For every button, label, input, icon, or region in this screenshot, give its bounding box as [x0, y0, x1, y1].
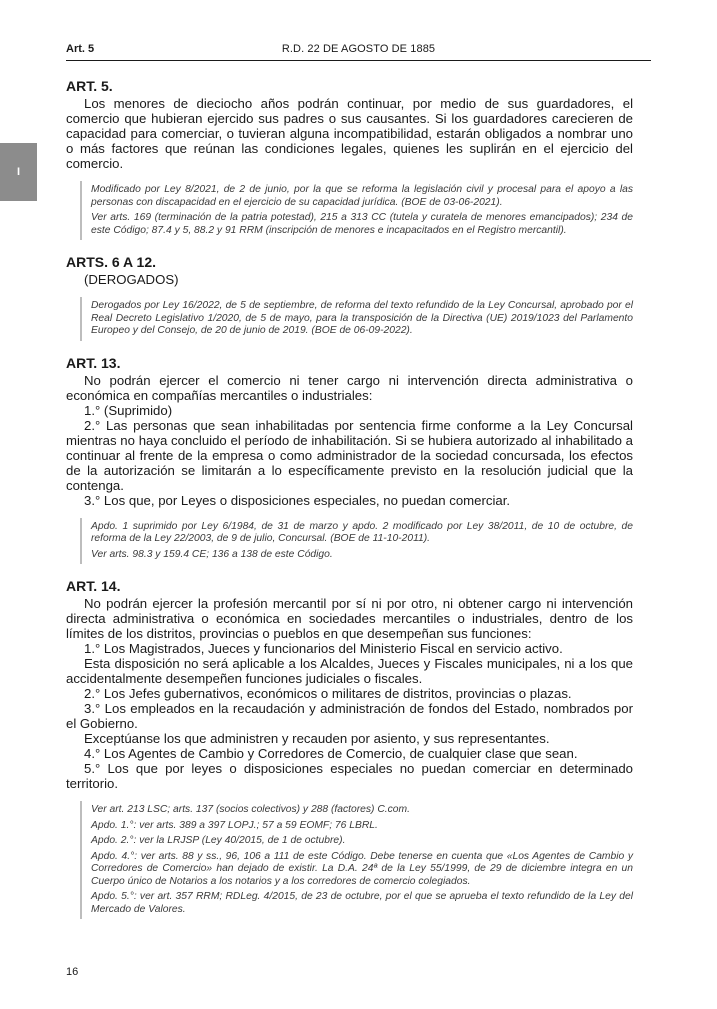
article-14-item-2: 2.° Los Jefes gubernativos, económicos o militares de distritos, provincias o plazas.	[84, 686, 572, 701]
article-13-item-3: 3.° Los que, por Leyes o disposiciones especiales, no puedan comerciar.	[84, 492, 511, 508]
articles-6-12-title: ARTS. 6 A 12.	[66, 254, 156, 270]
note: Apdo. 1 suprimido por Ley 6/1984, de 31 de marzo y apdo. 2 modificado por Ley 38/2011, de 10 de octubre, de reforma de la Ley 22/2003, de 9 de julio, Concursal. (BOE de 11-10-2011).	[91, 520, 633, 544]
note: Ver arts. 169 (terminación de la patria potestad), 215 a 313 CC (tutela y curatela de menores emancipados); 234 de este Código; 87.4 y 5, 88.2 y 91 RRM (inscripción de menores e incapacitados en el Registro mercantil).	[91, 212, 633, 236]
article-13-item-2: 2.° Las personas que sean inhabilitadas por sentencia firme conforme a la Ley Concursal mientras no haya concluido el período de inhabilitación. Si se hubiera autorizado al inhabilitado a continuar al frente de la empresa o como administrador de la sociedad concursada, los efectos de la autorización se limitarán a lo específicamente previsto en la resolución judicial que la contenga.	[66, 417, 633, 493]
article-13-item-1: 1.° (Suprimido)	[84, 402, 173, 418]
article-13-notes	[80, 518, 633, 565]
articles-6-12-text: (DEROGADOS)	[84, 272, 179, 287]
article-14-item-5: 5.° Los que por leyes o disposiciones especiales no puedan comerciar en determinado territorio.	[66, 761, 633, 791]
articles-6-12-notes	[80, 297, 633, 341]
note: Derogados por Ley 16/2022, de 5 de septiembre, de reforma del texto refundido de la Ley Concursal, aprobado por el Real Decreto Legislativo 1/2020, de 5 de mayo, para la transposición de la Directiva (UE) 2019/1023 del Parlamento Europeo y del Consejo, de 20 de junio de 2019. (BOE de 06-09-2022).	[91, 300, 633, 336]
note: Apdo. 4.°: ver arts. 88 y ss., 96, 106 a 111 de este Código. Debe tenerse en cuenta que «Los Agentes de Cambio y Corredores de Comercio» han dejado de existir. La D.A. 24ª de la Ley 55/1999, de 29 de diciembre integra en un Cuerpo único de Notarios a los notarios y a los corredores de comercio colegiados.	[91, 850, 633, 887]
articles-6-12	[66, 254, 633, 341]
header-article-ref: Art. 5	[66, 43, 95, 55]
article-14-item-1: 1.° Los Magistrados, Jueces y funcionarios del Ministerio Fiscal en servicio activo.	[84, 641, 563, 656]
section-tab	[0, 143, 37, 201]
note: Modificado por Ley 8/2021, de 2 de junio, por la que se reforma la legislación civil y procesal para el apoyo a las personas con discapacidad en el ejercicio de su capacidad jurídica. (BOE de 03-06-2021).	[91, 184, 633, 208]
header-rule	[66, 60, 651, 61]
article-14-notes	[80, 801, 633, 919]
article-14-item-4: 4.° Los Agentes de Cambio y Corredores de Comercio, de cualquier clase que sean.	[84, 746, 578, 761]
article-5-text: Los menores de dieciocho años podrán continuar, por medio de sus guardadores, el comercio que hubieran ejercido sus padres o sus causantes. Si los guardadores carecieren de capacidad para comerciar, o tuvieran alguna incompatibilidad, estarán obligados a nombrar uno o más factores que reúnan las condiciones legales, quienes les suplirán en el ejercicio del comercio.	[66, 96, 633, 171]
article-5-notes	[80, 181, 633, 240]
document-body	[66, 78, 633, 919]
note: Apdo. 5.°: ver art. 357 RRM; RDLeg. 4/2015, de 23 de octubre, por el que se aprueba el texto refundido de la Ley del Mercado de Valores.	[91, 891, 633, 915]
article-13-title: ART. 13.	[66, 354, 121, 371]
article-14	[66, 578, 633, 919]
header-title: R.D. 22 DE AGOSTO DE 1885	[281, 43, 436, 55]
article-14-title: ART. 14.	[66, 578, 121, 594]
page-number: 16	[66, 966, 79, 978]
note: Apdo. 2.°: ver la LRJSP (Ley 40/2015, de 1 de octubre).	[91, 835, 346, 846]
article-5-title: ART. 5.	[66, 78, 113, 94]
article-13	[66, 355, 633, 565]
article-13-intro: No podrán ejercer el comercio ni tener cargo ni intervención directa administrativa o económica en compañías mercantiles o industriales:	[66, 372, 633, 403]
article-5	[66, 78, 633, 240]
note: Ver arts. 98.3 y 159.4 CE; 136 a 138 de este Código.	[91, 548, 333, 560]
note: Apdo. 1.°: ver arts. 389 a 397 LOPJ.; 57 a 59 EOMF; 76 LBRL.	[91, 819, 378, 831]
section-tab-label: I	[16, 166, 21, 178]
article-14-item-1-note: Esta disposición no será aplicable a los Alcaldes, Jueces y Fiscales municipales, ni a los que accidentalmente desempeñen funciones judiciales o fiscales.	[66, 656, 633, 686]
note: Ver art. 213 LSC; arts. 137 (socios colectivos) y 288 (factores) C.com.	[91, 804, 410, 815]
article-14-item-3: 3.° Los empleados en la recaudación y administración de fondos del Estado, nombrados por el Gobierno.	[66, 701, 633, 731]
article-14-item-3-exception: Exceptúanse los que administren y recauden por asiento, y sus representantes.	[84, 731, 550, 746]
article-14-intro: No podrán ejercer la profesión mercantil por sí ni por otro, ni obtener cargo ni intervención directa administrativa o económica en sociedades mercantiles o industriales, dentro de los límites de los distritos, provincias o pueblos en que desempeñan sus funciones:	[66, 596, 633, 641]
